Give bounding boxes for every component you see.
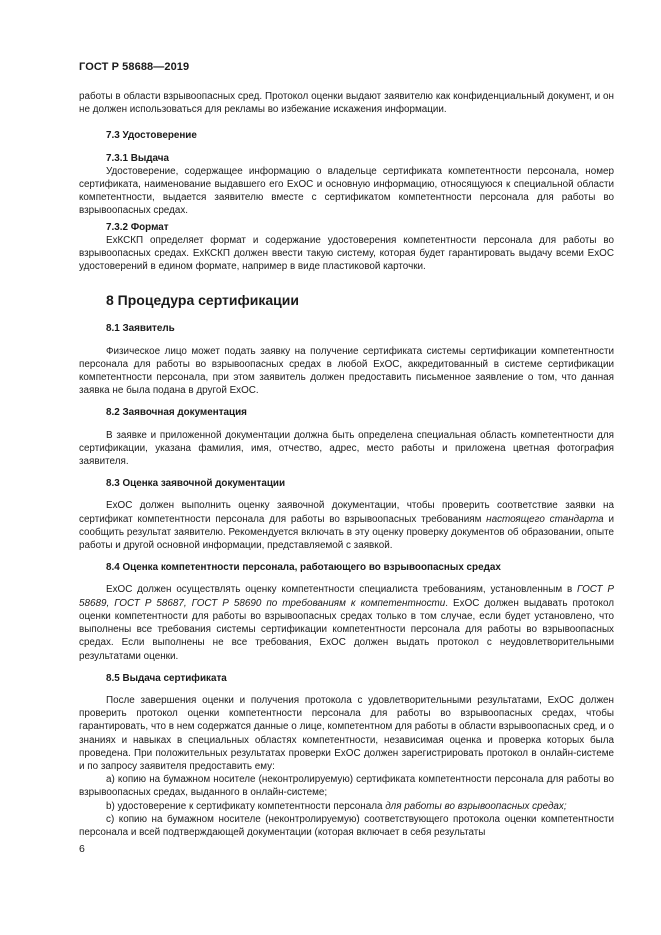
section-7-3-1-paragraph: Удостоверение, содержащее информацию о владельце сертификата компетентности персонала, номер сертификата, наименование выдавшего его ExOC и основную информацию, относящуюся к специальной области компетентности, выдается заявителю вместе с сертификатом компетентности персонала для работы во взрывоопасных средах.: [79, 165, 614, 217]
list-item-a: а) копию на бумажном носителе (неконтролируемую) сертификата компетентности персонала для работы во взрывоопасных средах, выданного в онлайн-системе;: [79, 774, 614, 799]
section-8-4-heading: 8.4 Оценка компетентности персонала, работающего во взрывоопасных средах: [106, 562, 501, 574]
list-item-b: [79, 800, 614, 813]
section-8-5-paragraph: После завершения оценки и получения протокола с удовлетворительными результатами, ExOC должен проверить протокол оценки компетентности персонала для работы во взрывоопасных средах, чтобы гарантировать, что в нем содержатся данные о лице, компетентном для работы в области взрывоопасных сред, и о знаниях и навыках в специальных областях компетентности, независимая оценка и проверка которых была проведена. При положительных результатах проверки ExOC должен зарегистрировать протокол в онлайн-системе и по запросу заявителя предоставить ему:: [79, 694, 614, 772]
section-8-1-heading: 8.1 Заявитель: [106, 323, 175, 335]
section-7-3-heading: 7.3 Удостоверение: [106, 130, 197, 142]
section-8-3-paragraph: [79, 499, 614, 552]
list-item-b-text: b) удостоверение к сертификату компетентности персонала: [106, 800, 386, 812]
list-item-b-italic: для работы во взрывоопасных средах;: [385, 800, 567, 812]
section-7-3-1-heading: 7.3.1 Выдача: [106, 152, 170, 164]
section-7-3-2-heading: 7.3.2 Формат: [106, 221, 169, 233]
section-8-4-text-end: . ExOC должен выдавать протокол оценки компетентности для работы во взрывоопасных средах только в том случае, если будет установлено, что выполнены все требования системы сертификации компетентности персонала для работы во взрывоопасных средах. Если выполнены не все требования, ExOC должен выдать протокол с неудовлетворительными результатами оценки.: [79, 597, 614, 662]
section-8-3-text-start: ExOC должен выполнить оценку заявочной документации, чтобы проверить соответствие заявки на сертификат компетентности персонала для работы во взрывоопасных требованиям: [79, 500, 614, 525]
section-8-heading: 8 Процедура сертификации: [106, 292, 299, 309]
section-8-3-standard-ref: настоящего стандарта: [486, 513, 604, 525]
section-8-2-paragraph: В заявке и приложенной документации должна быть определена специальная область компетентности для сертификации, указана фамилия, имя, отчество, адрес, место работы и приложена цветная фотография заявителя.: [79, 429, 614, 468]
section-8-4-text-start: ExOC должен осуществлять оценку компетентности специалиста требованиям, установленным в: [106, 584, 578, 596]
list-item-c: с) копию на бумажном носителе (неконтролируемую) соответствующего протокола оценки компетентности персонала и всей подтверждающей документации (которая включает в себя результаты: [79, 813, 614, 838]
section-8-3-heading: 8.3 Оценка заявочной документации: [106, 478, 286, 490]
section-8-4-paragraph: [79, 583, 614, 662]
section-7-3-2-paragraph: ExКСКП определяет формат и содержание удостоверения компетентности персонала для работы во взрывоопасных средах. ExКСКП должен ввести такую систему, которая будет гарантировать выдачу всеми ExOC удостоверений в едином формате, например в виде пластиковой карточки.: [79, 234, 614, 273]
document-header-id: ГОСТ Р 58688—2019: [79, 61, 190, 73]
document-body: [79, 90, 614, 839]
section-8-4-standards-ref: ГОСТ Р 58689, ГОСТ Р 58687, ГОСТ Р 58690 по требованиям к компетентности: [79, 584, 614, 609]
intro-paragraph: работы в области взрывоопасных сред. Протокол оценки выдают заявителю как конфиденциальный документ, и он не должен использоваться для рекламы во избежание искажения информации.: [79, 91, 614, 116]
section-8-2-heading: 8.2 Заявочная документация: [106, 407, 247, 419]
section-8-3-text-end: и сообщить результат заявителю. Рекомендуется включать в эту оценку проверку документов об образовании, опыте работы и другой основной информации, представляемой с заявкой.: [79, 513, 615, 552]
page-number: 6: [79, 843, 85, 855]
section-8-1-paragraph: Физическое лицо может подать заявку на получение сертификата системы сертификации компетентности персонала для работы во взрывоопасных средах в любой ExOC, аккредитованный в системе сертификации компетентности персонала, при этом заявитель должен предоставить письменное заявление о том, что данная заявка не была подана в другой ExOC.: [79, 345, 614, 397]
section-8-5-heading: 8.5 Выдача сертификата: [106, 672, 227, 684]
